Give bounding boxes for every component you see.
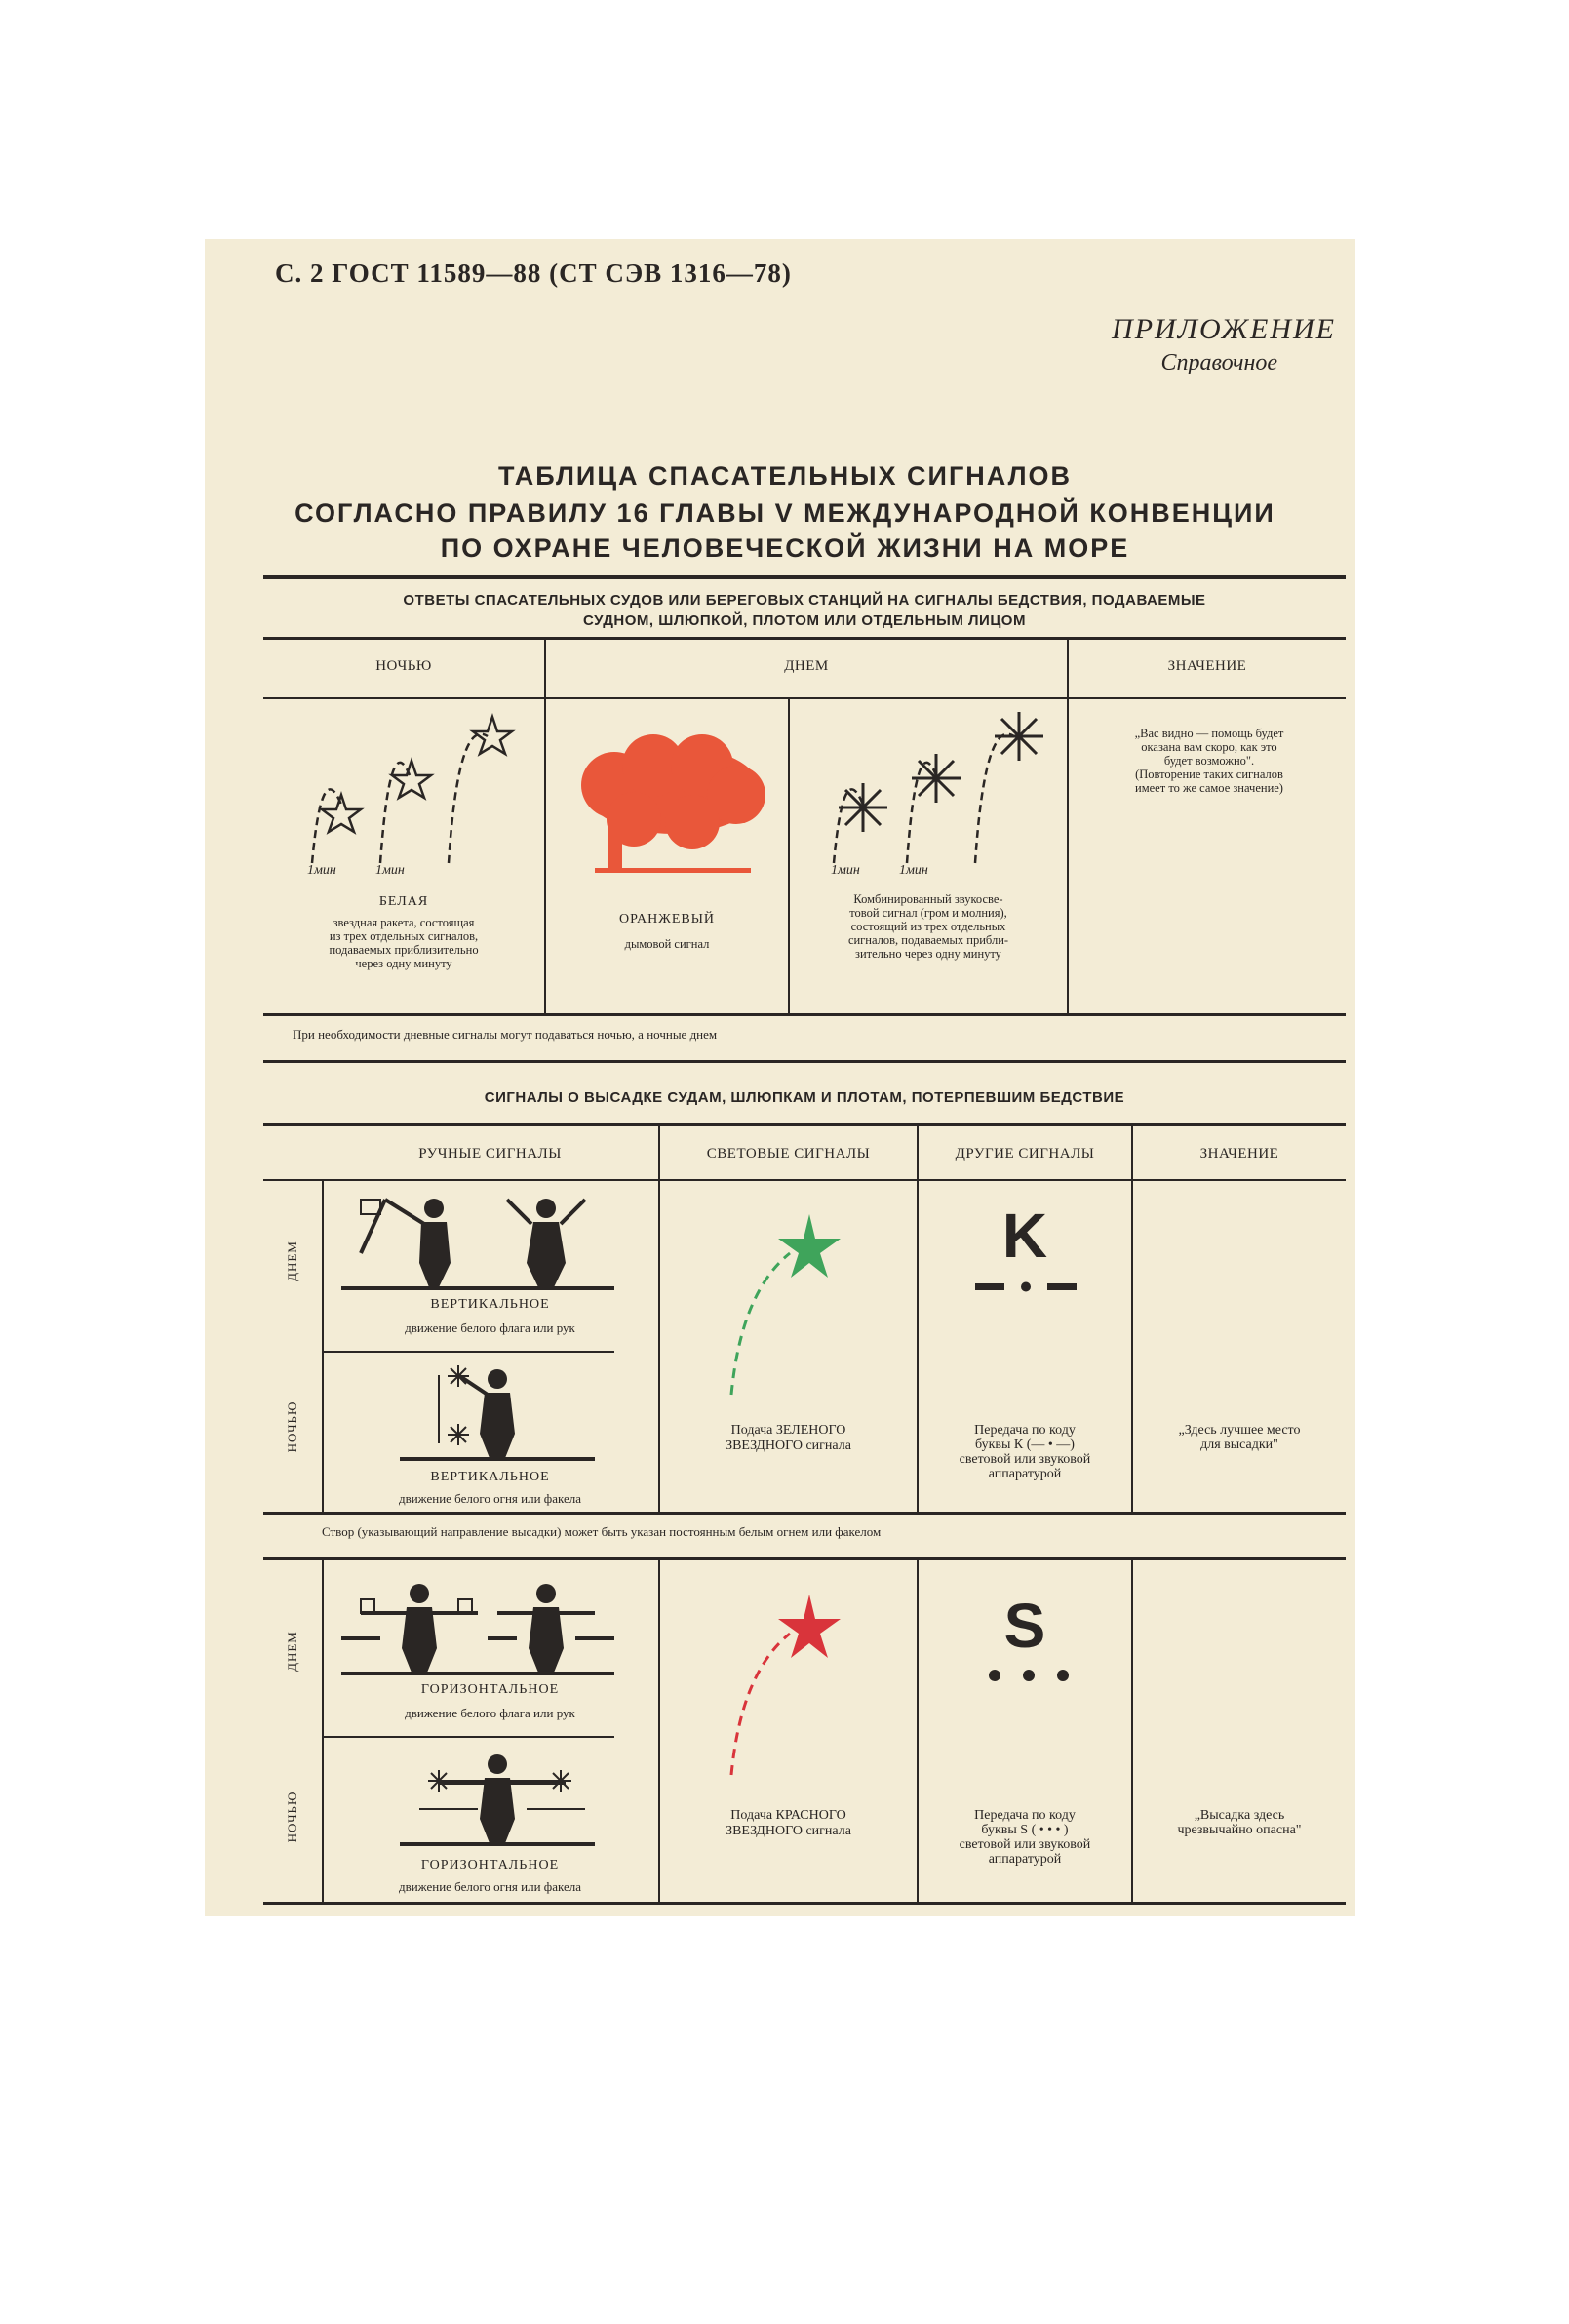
- b1-other-3: световой или звуковой: [959, 1452, 1091, 1467]
- appendix-title: ПРИЛОЖЕНИЕ: [1112, 313, 1336, 345]
- combined-desc-1: Комбинированный звукосве-: [853, 892, 1003, 906]
- col-day: ДНЕМ: [784, 658, 829, 674]
- section2-heading: СИГНАЛЫ О ВЫСАДКЕ СУДАМ, ШЛЮПКАМ И ПЛОТАМ, ПОТЕРПЕВШИМ БЕДСТВИЕ: [484, 1089, 1125, 1106]
- section1-heading-2: СУДНОМ, ШЛЮПКОЙ, ПЛОТОМ ИЛИ ОТДЕЛЬНЫМ ЛИЦОМ: [583, 612, 1026, 629]
- b2-light-1: Подача КРАСНОГО: [730, 1808, 846, 1823]
- col-meaning2: ЗНАЧЕНИЕ: [1199, 1146, 1279, 1162]
- b2-light-2: ЗВЕЗДНОГО сигнала: [726, 1824, 851, 1838]
- interval-label-3: 1мин: [831, 863, 860, 878]
- white-rocket-desc-1: звездная ракета, состоящая: [333, 916, 475, 929]
- combined-desc-5: зительно через одну минуту: [855, 947, 1001, 961]
- b1-meaning-1: „Здесь лучшее место: [1178, 1423, 1301, 1438]
- section1-note: При необходимости дневные сигналы могут подаваться ночью, а ночные днем: [293, 1027, 718, 1042]
- b1-night-desc: движение белого огня или факела: [398, 1491, 582, 1506]
- interval-label-4: 1мин: [899, 863, 928, 878]
- b2-night-desc: движение белого огня или факела: [398, 1879, 582, 1894]
- col-light: СВЕТОВЫЕ СИГНАЛЫ: [706, 1146, 871, 1162]
- combined-desc-3: состоящий из трех отдельных: [850, 920, 1006, 933]
- col-other: ДРУГИЕ СИГНАЛЫ: [955, 1146, 1095, 1162]
- white-rocket-icon: [293, 717, 527, 873]
- row-day-1: ДНЕМ: [285, 1241, 299, 1281]
- b2-other-2: буквы S ( • • • ): [981, 1823, 1069, 1837]
- b2-day-caption: ГОРИЗОНТАЛЬНОЕ: [420, 1682, 560, 1697]
- title-line-1: ТАБЛИЦА СПАСАТЕЛЬНЫХ СИГНАЛОВ: [497, 461, 1073, 491]
- horizontal-flag-figures-icon: [341, 1580, 614, 1677]
- combined-desc-4: сигналов, подаваемых прибли-: [847, 933, 1009, 947]
- appendix-subtitle: Справочное: [1160, 350, 1277, 375]
- title-line-2: СОГЛАСНО ПРАВИЛУ 16 ГЛАВЫ V МЕЖДУНАРОДНОЙ КОНВЕНЦИИ: [294, 498, 1275, 528]
- col-hand: РУЧНЫЕ СИГНАЛЫ: [418, 1146, 562, 1162]
- interval-label-1: 1мин: [307, 863, 336, 878]
- white-rocket-desc-2: из трех отдельных сигналов,: [329, 929, 479, 943]
- meaning1-3: будет возможно".: [1163, 754, 1255, 768]
- col-meaning: ЗНАЧЕНИЕ: [1167, 658, 1247, 674]
- b2-other-3: световой или звуковой: [959, 1837, 1091, 1852]
- morse-s-icon: [980, 1669, 1078, 1682]
- green-star-icon: [712, 1214, 858, 1399]
- row-day-2: ДНЕМ: [285, 1631, 299, 1672]
- letter-k: K: [1001, 1201, 1048, 1271]
- white-rocket-desc-4: через одну минуту: [355, 957, 452, 970]
- meaning1-4: (Повторение таких сигналов: [1135, 768, 1283, 781]
- white-rocket-caption: БЕЛАЯ: [378, 894, 429, 909]
- meaning1-2: оказана вам скоро, как это: [1141, 740, 1277, 754]
- section2-note: Створ (указывающий направление высадки) может быть указан постоянным белым огнем или факелом: [322, 1524, 882, 1539]
- row-night-2: НОЧЬЮ: [285, 1791, 299, 1843]
- meaning1-1: „Вас видно — помощь будет: [1134, 727, 1284, 740]
- b1-other-1: Передача по коду: [974, 1423, 1076, 1438]
- section1-heading-1: ОТВЕТЫ СПАСАТЕЛЬНЫХ СУДОВ ИЛИ БЕРЕГОВЫХ СТАНЦИЙ НА СИГНАЛЫ БЕДСТВИЯ, ПОДАВАЕМЫЕ: [403, 592, 1206, 609]
- b1-day-desc: движение белого флага или рук: [405, 1320, 575, 1335]
- b2-night-caption: ГОРИЗОНТАЛЬНОЕ: [420, 1858, 560, 1872]
- b2-day-desc: движение белого флага или рук: [405, 1706, 575, 1720]
- col-night: НОЧЬЮ: [375, 658, 432, 674]
- red-star-icon: [712, 1595, 858, 1780]
- orange-smoke-icon: [575, 736, 770, 892]
- b2-meaning-1: „Высадка здесь: [1194, 1808, 1285, 1823]
- letter-s: S: [1003, 1591, 1046, 1661]
- thunder-lightning-icon: [814, 717, 1048, 873]
- meaning1-5: имеет то же самое значение): [1135, 781, 1283, 795]
- vertical-light-figure-icon: [400, 1365, 595, 1463]
- morse-k-icon: [975, 1280, 1082, 1294]
- b2-meaning-2: чрезвычайно опасна": [1177, 1823, 1302, 1837]
- b1-meaning-2: для высадки": [1200, 1438, 1278, 1452]
- page-header: С. 2 ГОСТ 11589—88 (СТ СЭВ 1316—78): [275, 258, 792, 288]
- document-sheet: [205, 239, 1355, 1916]
- b1-light-2: ЗВЕЗДНОГО сигнала: [726, 1438, 851, 1453]
- combined-desc-2: товой сигнал (гром и молния),: [849, 906, 1007, 920]
- b1-light-1: Подача ЗЕЛЕНОГО: [730, 1423, 846, 1438]
- b1-other-2: буквы К (— • —): [975, 1438, 1075, 1452]
- b2-other-1: Передача по коду: [974, 1808, 1076, 1823]
- vertical-flag-figures-icon: [341, 1195, 614, 1292]
- smoke-caption: ОРАНЖЕВЫЙ: [618, 912, 716, 926]
- interval-label-2: 1мин: [375, 863, 405, 878]
- title-line-3: ПО ОХРАНЕ ЧЕЛОВЕЧЕСКОЙ ЖИЗНИ НА МОРЕ: [440, 533, 1130, 563]
- b2-other-4: аппаратурой: [988, 1852, 1062, 1867]
- row-night-1: НОЧЬЮ: [285, 1400, 299, 1453]
- b1-night-caption: ВЕРТИКАЛЬНОЕ: [430, 1470, 550, 1484]
- smoke-desc: дымовой сигнал: [624, 937, 710, 951]
- white-rocket-desc-3: подаваемых приблизительно: [329, 943, 479, 957]
- b1-other-4: аппаратурой: [988, 1467, 1062, 1481]
- b1-day-caption: ВЕРТИКАЛЬНОЕ: [430, 1297, 550, 1312]
- horizontal-light-figure-icon: [400, 1751, 595, 1848]
